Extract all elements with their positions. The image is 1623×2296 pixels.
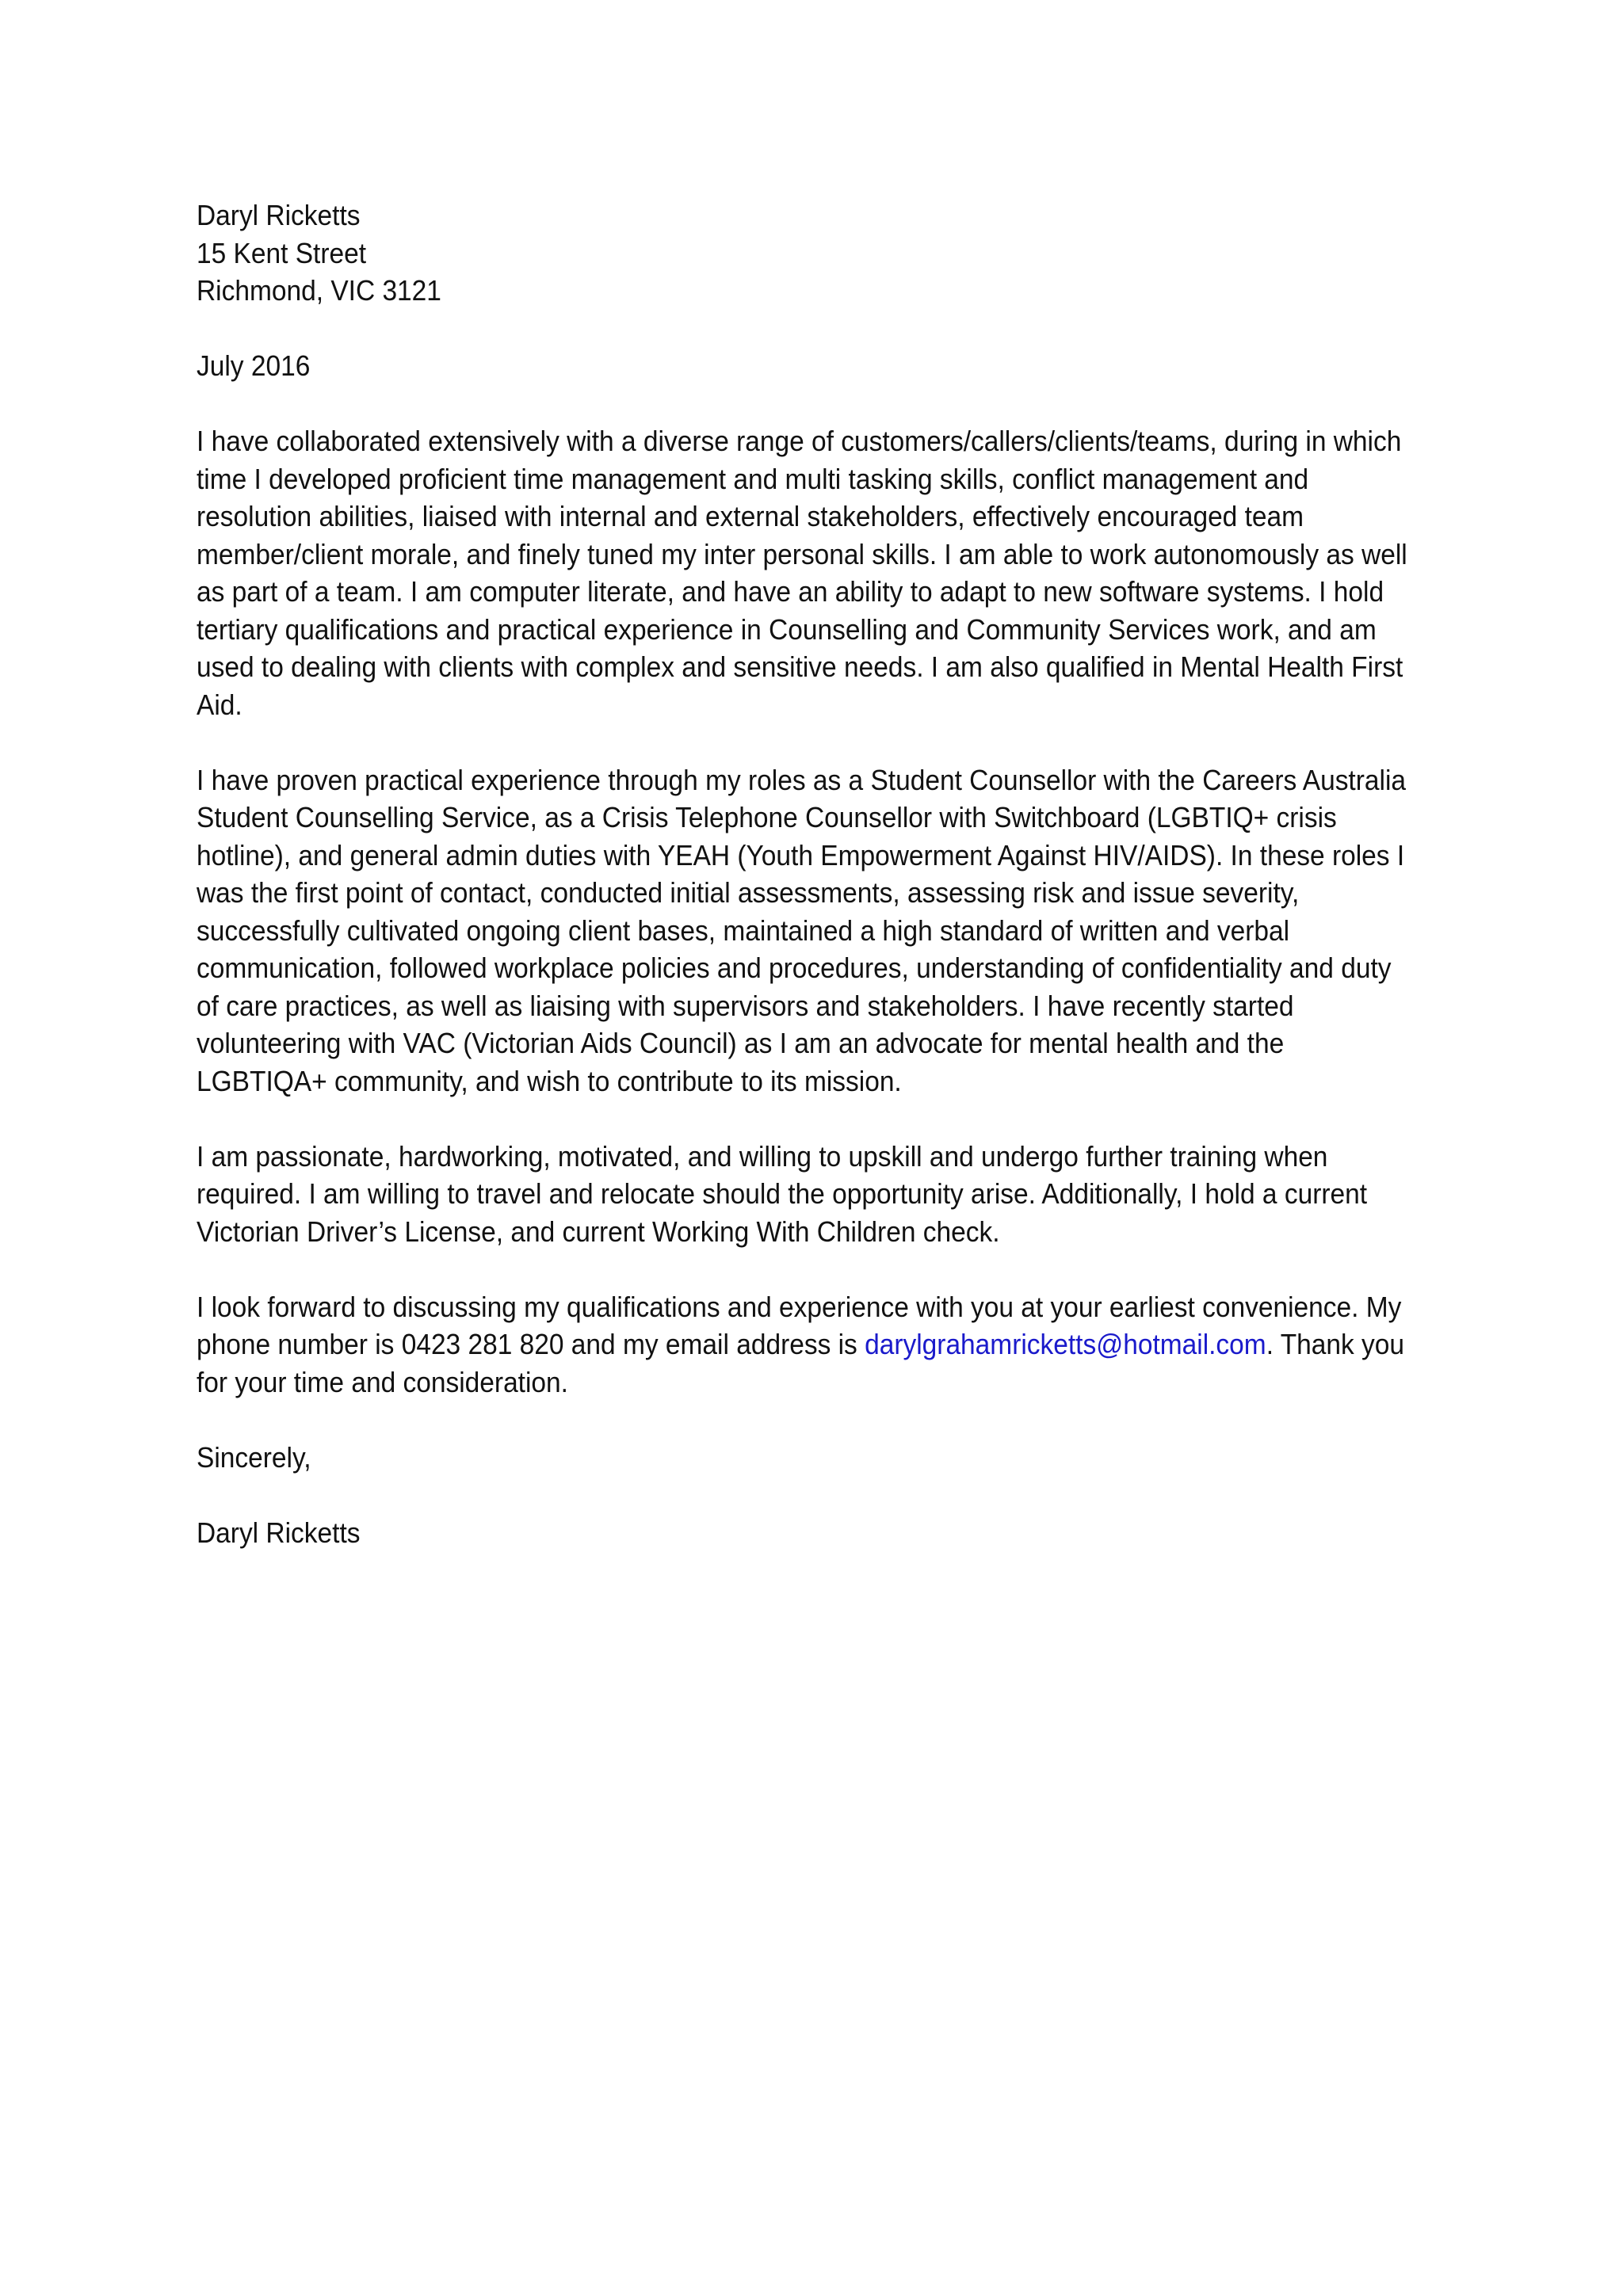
paragraph-attributes [197, 1138, 1368, 1251]
paragraph-line: communication, followed workplace policies and procedures, understanding of confidentiality and duty [197, 952, 1392, 984]
sender-street: 15 Kent Street [197, 236, 367, 269]
paragraph-line: LGBTIQA+ community, and wish to contribute to its mission. [197, 1064, 902, 1097]
cover-letter [197, 196, 1407, 1589]
paragraph-line: required. I am willing to travel and relocate should the opportunity arise. Additionally, I hold a current [197, 1177, 1368, 1210]
contact-text-before: phone number is 0423 281 820 and my email address is [197, 1328, 865, 1360]
signature-name: Daryl Ricketts [197, 1516, 361, 1549]
paragraph-line: Student Counselling Service, as a Crisis Telephone Counsellor with Switchboard (LGBTIQ+ crisis [197, 801, 1337, 833]
sender-address [197, 196, 1354, 310]
paragraph-line: volunteering with VAC (Victorian Aids Council) as I am an advocate for mental health and the [197, 1027, 1285, 1059]
paragraph-line: member/client morale, and finely tuned my inter personal skills. I am able to work autonomously as well [197, 537, 1407, 570]
closing-text: Sincerely, [197, 1440, 311, 1474]
contact-text-after: . Thank you [1266, 1328, 1405, 1360]
date-text: July 2016 [197, 349, 311, 382]
sender-city: Richmond, VIC 3121 [197, 274, 441, 307]
signature [197, 1514, 1354, 1552]
paragraph-line: resolution abilities, liaised with internal and external stakeholders, effectively encouraged team [197, 500, 1304, 532]
paragraph-line: used to dealing with clients with complex and sensitive needs. I am also qualified in Mental Health First [197, 650, 1403, 683]
paragraph-line: as part of a team. I am computer literate, and have an ability to adapt to new software systems. I hold [197, 575, 1384, 608]
paragraph-skills [197, 422, 1407, 723]
paragraph-line: I am passionate, hardworking, motivated, and willing to upskill and undergo further training when [197, 1139, 1328, 1173]
paragraph-line: for your time and consideration. [197, 1365, 568, 1398]
sender-name: Daryl Ricketts [197, 199, 361, 231]
paragraph-experience [197, 761, 1407, 1100]
paragraph-line: hotline), and general admin duties with YEAH (Youth Empowerment Against HIV/AIDS). In these roles I [197, 838, 1405, 871]
paragraph-contact [197, 1288, 1405, 1402]
paragraph-line: tertiary qualifications and practical experience in Counselling and Community Services work, and am [197, 612, 1377, 646]
paragraph-line-with-email [197, 1325, 1405, 1363]
paragraph-line: I have proven practical experience through my roles as a Student Counsellor with the Careers Australia [197, 763, 1407, 796]
paragraph-line: successfully cultivated ongoing client bases, maintained a high standard of written and verbal [197, 913, 1290, 947]
paragraph-line: Victorian Driver’s License, and current Working With Children check. [197, 1215, 1000, 1248]
paragraph-line: I look forward to discussing my qualifications and experience with you at your earliest convenience. My [197, 1290, 1402, 1323]
paragraph-line: of care practices, as well as liaising with supervisors and stakeholders. I have recently started [197, 989, 1294, 1022]
paragraph-line: Aid. [197, 688, 242, 721]
closing [197, 1439, 1354, 1477]
paragraph-line: time I developed proficient time management and multi tasking skills, conflict management and [197, 462, 1309, 495]
paragraph-line: was the first point of contact, conducted initial assessments, assessing risk and issue severity, [197, 876, 1300, 909]
email-link[interactable]: darylgrahamricketts@hotmail.com [865, 1328, 1266, 1360]
paragraph-line: I have collaborated extensively with a diverse range of customers/callers/clients/teams, during in which [197, 425, 1402, 457]
letter-date [197, 347, 1354, 385]
